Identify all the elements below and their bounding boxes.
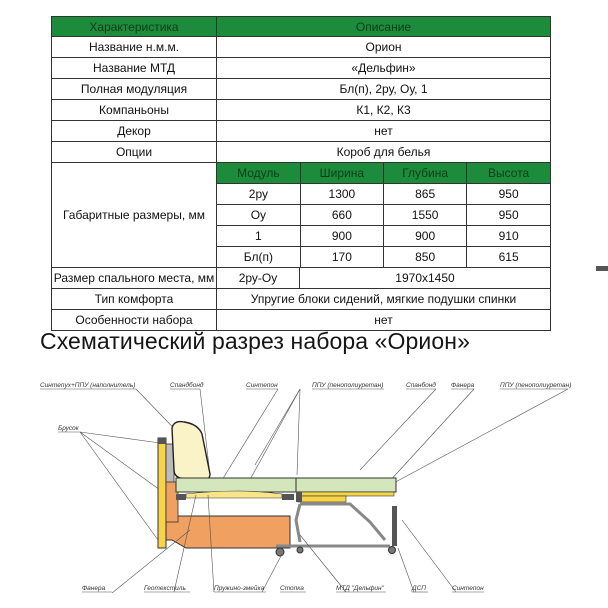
dimensions-row <box>52 163 551 268</box>
dim-cell: 950 <box>467 205 550 226</box>
label-spanbond-2: Спанбонд <box>406 382 436 389</box>
table-header-row <box>52 17 551 37</box>
dim-cell: 1550 <box>384 205 467 226</box>
row-value: К1, К2, К3 <box>217 100 551 121</box>
dim-cell: 900 <box>300 226 383 247</box>
row-label: Полная модуляция <box>52 79 217 100</box>
label-spandbond-1: Спандбонд <box>170 382 204 389</box>
row-value: «Дельфин» <box>217 58 551 79</box>
sleeping-area-row <box>52 268 551 289</box>
dim-cell: 2ру <box>217 184 300 205</box>
row-label: Декор <box>52 121 217 142</box>
comfort-row <box>52 289 551 310</box>
label-sintepon-top: Синтепон <box>246 382 278 389</box>
dim-cell: 660 <box>300 205 383 226</box>
spec-table <box>51 16 551 331</box>
table-row <box>52 79 551 100</box>
table-row <box>52 121 551 142</box>
table-row <box>52 100 551 121</box>
dim-cell: 615 <box>467 247 550 268</box>
label-synthepuh: Синтепух+ППУ (наполнитель) <box>40 382 136 389</box>
dimensions-data-row <box>217 205 550 226</box>
top-labels <box>40 381 571 432</box>
label-stopka: Стопка <box>280 585 304 592</box>
label-sintepon-bottom: Синтепон <box>452 585 484 592</box>
leader-lines <box>80 389 568 540</box>
table-row <box>52 142 551 163</box>
header-description: Описание <box>217 17 551 37</box>
dim-cell: 865 <box>384 184 467 205</box>
table-row <box>52 58 551 79</box>
dim-header-depth: Глубина <box>384 163 467 184</box>
row-label: Компаньоны <box>52 100 217 121</box>
sleeping-area-value: 1970x1450 <box>300 268 551 288</box>
dim-cell: 170 <box>300 247 383 268</box>
dimensions-header-row <box>217 163 550 184</box>
sofa-module <box>158 422 296 556</box>
sleeping-area-label: Размер спального места, мм <box>52 268 217 289</box>
label-fanera-bottom: Фанера <box>82 585 106 592</box>
row-value: Орион <box>217 37 551 58</box>
dim-cell: Оу <box>217 205 300 226</box>
row-value: Короб для белья <box>217 142 551 163</box>
label-spring: Пружино-змейка <box>214 585 265 592</box>
features-label: Особенности набора <box>52 310 217 331</box>
dimensions-label: Габаритные размеры, мм <box>52 163 217 268</box>
label-mtd-dolphin: МТД "Дельфин" <box>336 585 384 592</box>
edge-mark <box>596 266 608 271</box>
dim-header-module: Модуль <box>217 163 300 184</box>
sleeping-area-module: 2ру-Оу <box>217 268 300 288</box>
label-ppu-2: ППУ (пенополиуретан) <box>500 382 572 389</box>
dim-cell: 910 <box>467 226 550 247</box>
dimensions-data-row <box>217 184 550 205</box>
row-value: нет <box>217 121 551 142</box>
comfort-label: Тип комфорта <box>52 289 217 310</box>
features-value: нет <box>217 310 551 331</box>
dimensions-table <box>217 163 550 267</box>
dimensions-data-row <box>217 247 550 268</box>
dim-cell: 1300 <box>300 184 383 205</box>
comfort-value: Упругие блоки сидений, мягкие подушки спинки <box>217 289 551 310</box>
dim-header-width: Ширина <box>300 163 383 184</box>
label-dsp: ДСП <box>412 585 426 592</box>
header-characteristic: Характеристика <box>52 17 217 37</box>
label-brusok: Брусок <box>58 425 79 432</box>
dim-cell: 950 <box>467 184 550 205</box>
row-label: Название н.м.м. <box>52 37 217 58</box>
dim-cell: 1 <box>217 226 300 247</box>
dim-cell: Бл(п) <box>217 247 300 268</box>
row-label: Название МТД <box>52 58 217 79</box>
section-title: Схематический разрез набора «Орион» <box>40 328 470 354</box>
dim-header-height: Высота <box>467 163 550 184</box>
sofa-cross-section-diagram <box>0 370 608 608</box>
dimensions-data-row <box>217 226 550 247</box>
row-label: Опции <box>52 142 217 163</box>
row-value: Бл(п), 2ру, Оу, 1 <box>217 79 551 100</box>
label-fanera-top: Фанера <box>451 382 475 389</box>
label-geotextile: Геотекстиль <box>144 585 186 592</box>
label-ppu-1: ППУ (пенополиуретан) <box>312 382 384 389</box>
table-row <box>52 37 551 58</box>
dim-cell: 850 <box>384 247 467 268</box>
bottom-labels <box>82 584 484 592</box>
dim-cell: 900 <box>384 226 467 247</box>
